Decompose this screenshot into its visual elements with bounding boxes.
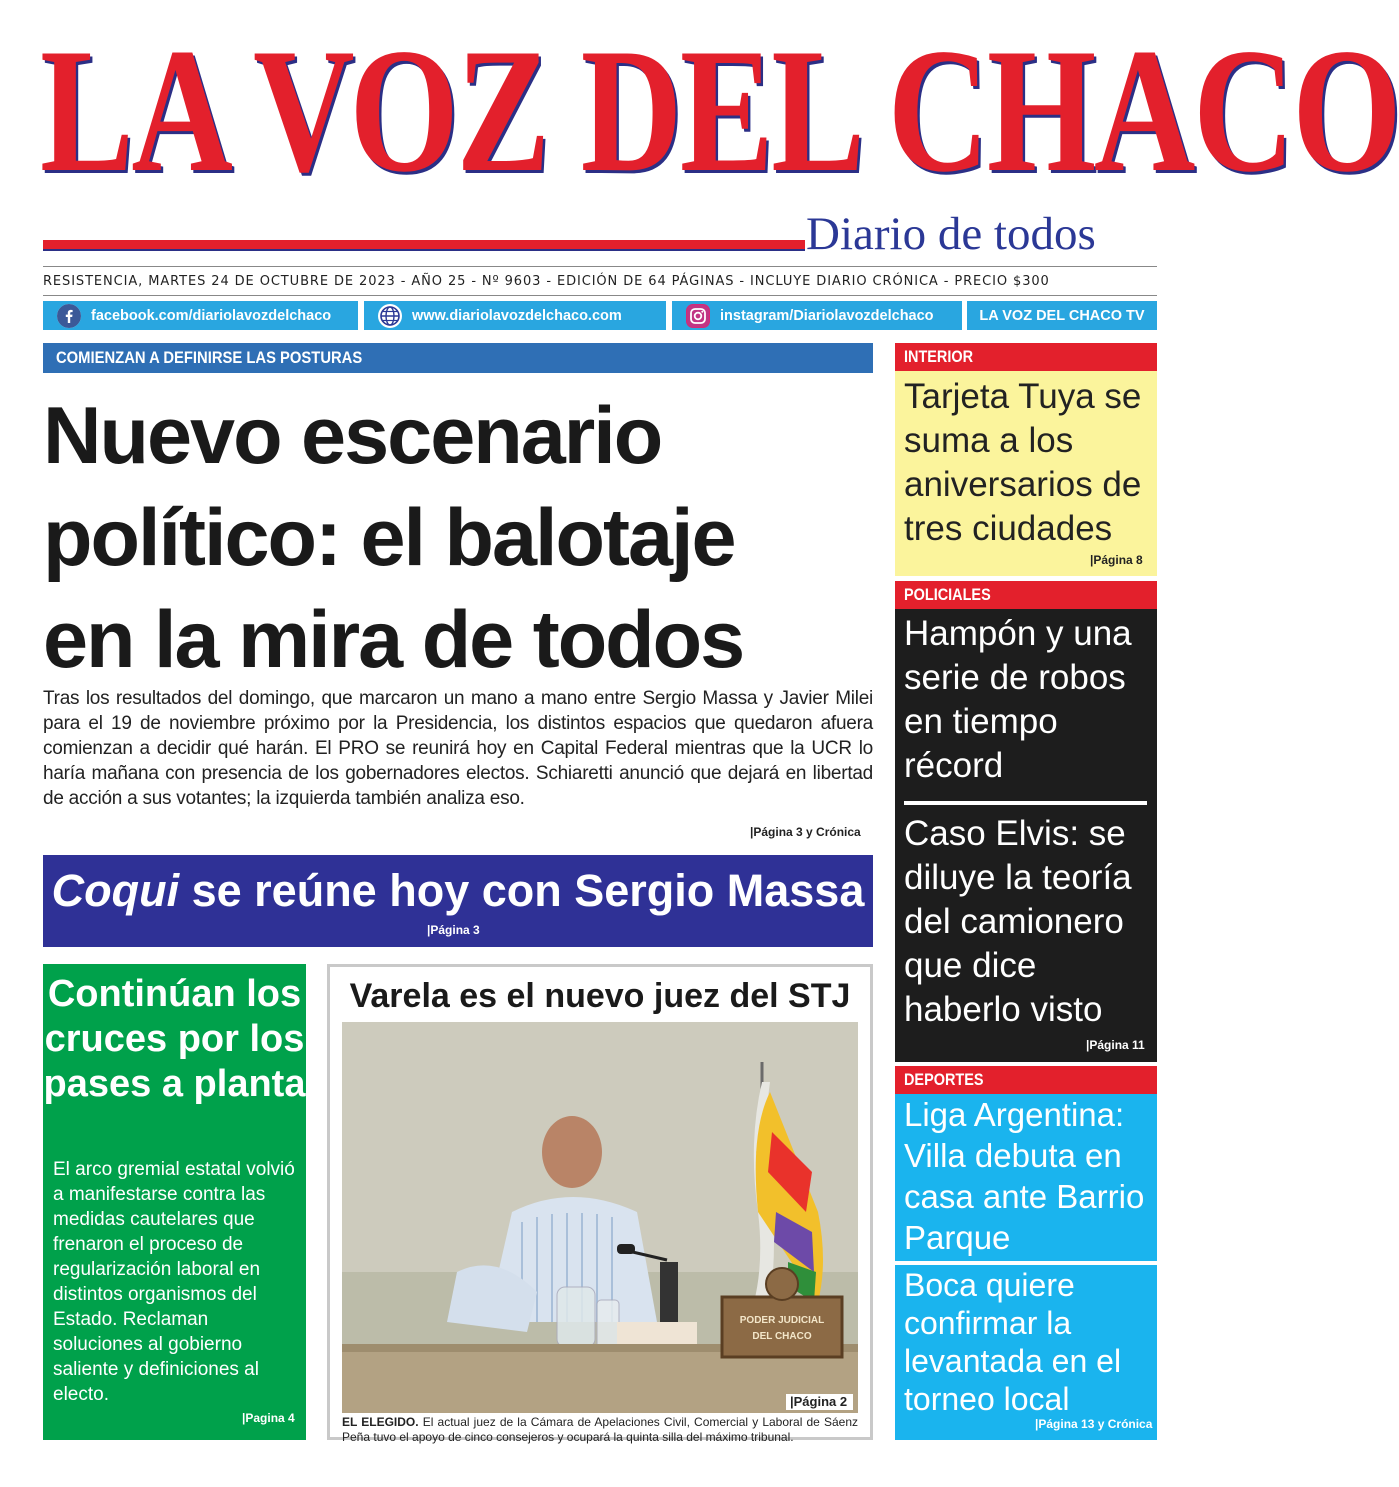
instagram-label: instagram/Diariolavozdelchaco (720, 307, 934, 324)
section-label-text: DEPORTES (904, 1070, 984, 1089)
judge-photo (342, 1022, 858, 1413)
facebook-icon (57, 304, 81, 328)
deportes-headline-1: Liga Argentina: Villa debuta en casa ante Barrio Parque (904, 1096, 1145, 1256)
deportes-headline-2: Boca quiere confirmar la levantada en el torneo local (904, 1267, 1122, 1417)
dateline: RESISTENCIA, MARTES 24 DE OCTUBRE DE 2023 - AÑO 25 - Nº 9603 - EDICIÓN DE 64 PÁGINAS - INCLUYE DIARIO CRÓNICA - PRECIO $300 (43, 274, 1050, 289)
caption-text: El actual juez de la Cámara de Apelaciones Civil, Comercial y Laboral de Sáenz Peña tuvo el apoyo de cinco consejeros y ocupará la quinta silla del máximo tribunal. (342, 1415, 858, 1444)
green-story[interactable] (43, 964, 306, 1440)
lead-headline-line: político: el balotaje (43, 493, 735, 583)
coqui-headline-rest: se reúne hoy con Sergio Massa (179, 865, 865, 916)
divider-bottom (43, 295, 1157, 296)
lead-kicker (43, 343, 873, 373)
section-label-text: POLICIALES (904, 585, 991, 604)
section-label-deportes (895, 1066, 1157, 1094)
interior-page-ref: |Página 8 (1090, 553, 1143, 567)
caption-lead: EL ELEGIDO. (342, 1415, 419, 1429)
nameplate-line1: PODER JUDICIAL (739, 1315, 825, 1326)
green-page-ref: |Pagina 4 (242, 1411, 295, 1425)
varela-headline: Varela es el nuevo juez del STJ (349, 977, 851, 1015)
section-label-policiales (895, 581, 1157, 609)
section-label-text: INTERIOR (904, 347, 974, 366)
interior-headline: Tarjeta Tuya se suma a los aniversarios de tres ciudades (904, 377, 1142, 548)
tv-label: LA VOZ DEL CHACO TV (979, 307, 1145, 324)
instagram-link[interactable] (672, 301, 962, 330)
instagram-icon (686, 304, 710, 328)
tv-link[interactable] (967, 301, 1157, 330)
section-label-interior (895, 343, 1157, 371)
policiales-divider (904, 801, 1147, 805)
coqui-headline (43, 863, 873, 919)
coqui-page-ref: |Página 3 (427, 923, 480, 937)
green-headline: Continúan los cruces por los pases a planta (43, 973, 306, 1105)
masthead-red-rule (43, 240, 805, 249)
interior-story[interactable] (895, 371, 1157, 576)
website-label: www.diariolavozdelchaco.com (412, 307, 622, 324)
newspaper-title: LA VOZ DEL CHACO (40, 11, 1399, 209)
photo-page-ref: |Página 2 (786, 1394, 853, 1410)
lead-headline-line: en la mira de todos (43, 595, 744, 685)
photo-caption (342, 1415, 858, 1445)
lead-page-ref: |Página 3 y Crónica (750, 825, 861, 839)
facebook-link[interactable] (43, 301, 358, 330)
nameplate-line2: DEL CHACO (752, 1331, 812, 1342)
newspaper-slogan: Diario de todos (806, 208, 1096, 260)
website-link[interactable] (364, 301, 666, 330)
coqui-name: Coqui (51, 865, 180, 916)
policiales-headline-1: Hampón y una serie de robos en tiempo récord (904, 614, 1132, 785)
deportes-divider (895, 1261, 1157, 1265)
policiales-page-ref: |Página 11 (1086, 1038, 1145, 1052)
policiales-stories[interactable] (895, 609, 1157, 1062)
deportes-stories[interactable] (895, 1094, 1157, 1440)
lead-kicker-text: COMIENZAN A DEFINIRSE LAS POSTURAS (56, 348, 363, 367)
lead-body: Tras los resultados del domingo, que marcaron un mano a mano entre Sergio Massa y Javier Milei para el 19 de noviembre próximo por la Presidencia, los distintos espacios que quedaron afuera comienzan a decidir qué harán. El PRO se reunirá hoy en Capital Federal mientras que la UCR lo haría mañana con presencia de los gobernadores electos. Schiaretti anunció que dejará en libertad de acción a sus votantes; la izquierda también analiza eso. (43, 688, 873, 809)
policiales-headline-2: Caso Elvis: se diluye la teoría del camionero que dice haberlo visto (904, 814, 1132, 1029)
facebook-label: facebook.com/diariolavozdelchaco (91, 307, 332, 324)
green-body: El arco gremial estatal volvió a manifestarse contra las medidas cautelares que frenaron el proceso de regularización laboral en distintos organismos del Estado. Reclaman soluciones al gobierno saliente y definiciones al electo. (53, 1159, 295, 1405)
lead-headline-line: Nuevo escenario (43, 391, 662, 481)
coqui-banner[interactable] (43, 855, 873, 947)
lead-headline[interactable] (43, 385, 873, 691)
deportes-page-ref: |Página 13 y Crónica (1035, 1417, 1153, 1431)
divider-top (43, 266, 1157, 267)
globe-icon (378, 304, 402, 328)
masthead (40, 11, 1399, 209)
varela-story[interactable] (327, 964, 873, 1444)
